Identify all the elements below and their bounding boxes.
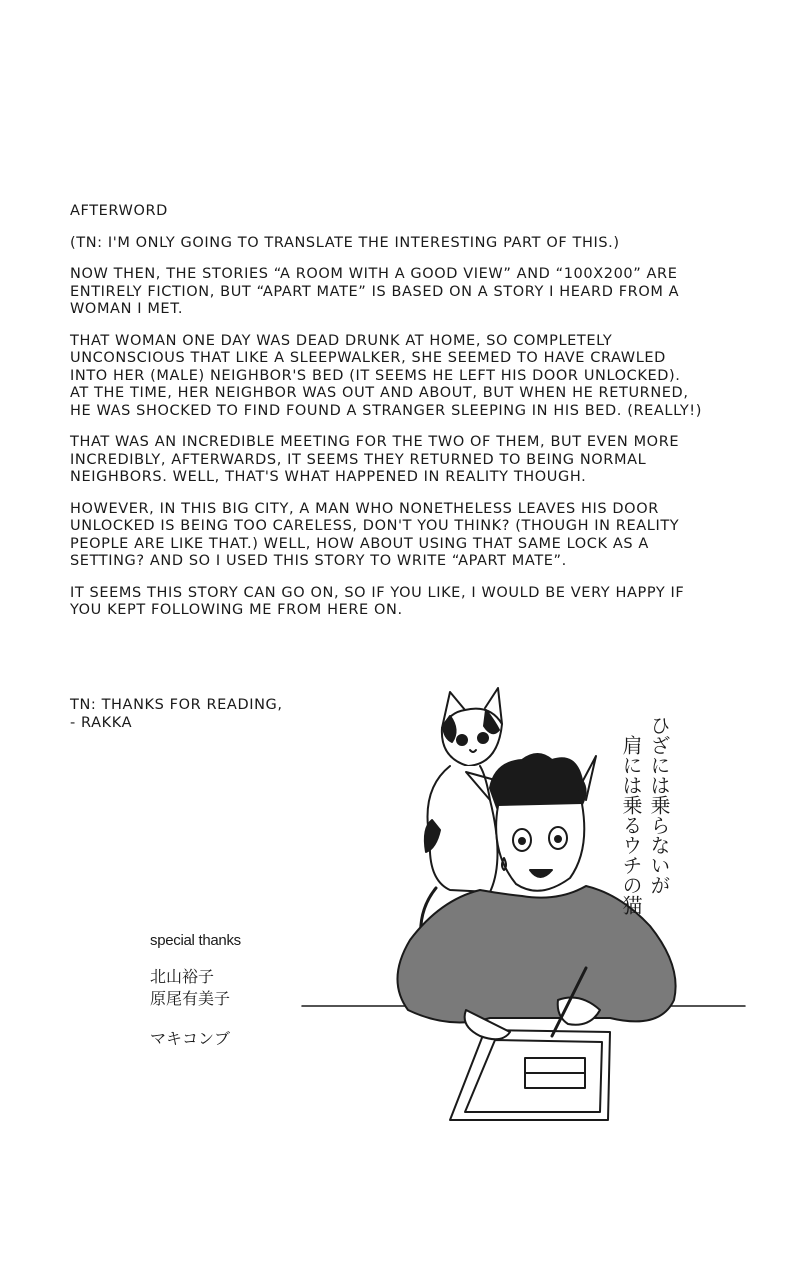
afterword-paragraph: THAT WOMAN ONE DAY WAS DEAD DRUNK AT HOME, SO COMPLETELY UNCONSCIOUS THAT LIKE A SLEEPWALKER, SHE SEEMED TO HAVE CRAWLED INTO HER (MALE) NEIGHBOR'S BED (IT SEEMS HE LEFT HIS DOOR UNLOCKED). AT THE TIME, HER NEIGHBOR WAS OUT AND ABOUT, BUT WHEN HE RETURNED, HE WAS SHOCKED TO FIND FOUND A STRANGER SLEEPING IN HIS BED. (REALLY!) bbox=[70, 332, 702, 419]
afterword-paragraph: HOWEVER, IN THIS BIG CITY, A MAN WHO NONETHELESS LEAVES HIS DOOR UNLOCKED IS BEING TOO CARELESS, DON'T YOU THINK? (THOUGH IN REALITY PEOPLE ARE LIKE THAT.) WELL, HOW ABOUT USING THAT SAME LOCK AS A SETTING? AND SO I USED THIS STORY TO WRITE “APART MATE”. bbox=[70, 500, 680, 569]
afterword-paragraph: IT SEEMS THIS STORY CAN GO ON, SO IF YOU LIKE, I WOULD BE VERY HAPPY IF YOU KEPT FOLLOWING ME FROM HERE ON. bbox=[70, 584, 685, 618]
illustration-caption: ひざには乗らないが bbox=[647, 715, 671, 895]
translator-note bbox=[70, 697, 283, 732]
afterword-paragraph: NOW THEN, THE STORIES “A ROOM WITH A GOOD VIEW” AND “100X200” ARE ENTIRELY FICTION, BUT “APART MATE” IS BASED ON A STORY I HEARD FROM A WOMAN I MET. bbox=[70, 266, 680, 317]
afterword-paragraph: (TN: I'M ONLY GOING TO TRANSLATE THE INTERESTING PART OF THIS.) bbox=[70, 234, 620, 251]
artist-with-cat-illustration bbox=[290, 680, 760, 1130]
afterword-heading: AFTERWORD bbox=[70, 203, 168, 219]
special-thanks-block bbox=[150, 932, 241, 1051]
illustration-caption: 肩には乗るウチの猫 bbox=[619, 735, 643, 915]
thanks-name: マキコンブ bbox=[150, 1031, 231, 1048]
translator-note-line: TN: THANKS FOR READING, bbox=[70, 697, 283, 713]
translator-signature: - RAKKA bbox=[70, 714, 133, 731]
thanks-name: 北山裕子 bbox=[150, 969, 215, 986]
thanks-name: 原尾有美子 bbox=[150, 991, 231, 1008]
afterword-text-block bbox=[70, 203, 740, 634]
special-thanks-title: special thanks bbox=[150, 932, 241, 949]
afterword-paragraph: THAT WAS AN INCREDIBLE MEETING FOR THE TWO OF THEM, BUT EVEN MORE INCREDIBLY, AFTERWARDS, IT SEEMS THEY RETURNED TO BEING NORMAL NEIGHBORS. WELL, THAT'S WHAT HAPPENED IN REALITY THOUGH. bbox=[70, 434, 680, 485]
